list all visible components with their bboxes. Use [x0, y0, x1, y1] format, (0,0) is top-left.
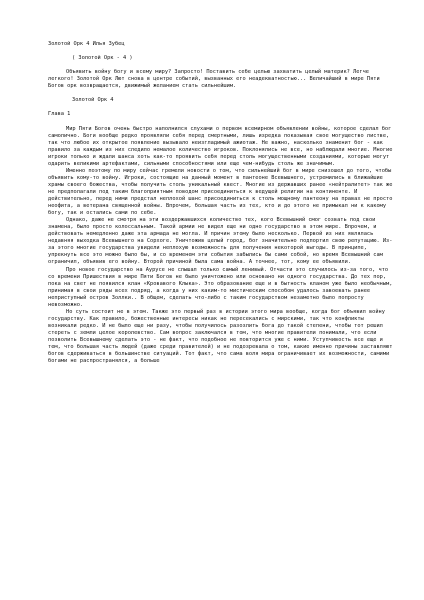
body-paragraph: Мир Пяти Богов очень быстро наполнился слухами о первом всемирном объявлении войны, которое сделал бог самолично. Боги вообще редко проявляли себя перед смертными, лишь изредка показывая свое могущество листве, так что любое их открытое появление вызывало неизгладимый ажиотаж. Не важно, насколько знаменит бог - как правило за каждым из них следило немалое количество игроков. Поклонялись не все, но наблюдали многие. Многие игроки только и ждали шанса хоть как-то проявить себя перед столь могущественными созданиями, которые могут одарить великими артефактами, сильными способностями или еще чем-нибудь столь же значимым. — [48, 125, 396, 167]
body-paragraph: Однако, даже не смотря на эти воздержавшихся количество тех, кого Всевышний смог созвать под свои знамена, было просто колоссальным. Такой армии не видел еще ни одно государство в этом мире. Впрочем, и действовать немедленно даже эта армада не могла. И причин этому было несколько. Первой из них являлась недавняя выходка Всевышнего на Сорхоге. Уничтожив целый город, бог значительно подпортил свою репутацию. Из-за этого многие государства увидели неплохую возможность для получения некоторой выгоды. В принципе, упрекнуть все это можно было бы, и со временем эти события забылись бы сами собой, но время Всевышний сам ограничил, объявив его войну. Второй причиной была сама война. А точнее, тот, кому ее объявили. — [48, 217, 393, 266]
header-title: Золотой Орк 4 Илья Зубец — [48, 41, 125, 47]
chapter-heading: Глава 1 — [48, 111, 71, 118]
annotation-paragraph: Объявить войну богу и всему миру? Запросто! Поставить себе целью захватить целый материк? Легче легкого! Золотой Орк Лют снова в центре событий, вызванных его неадекватностью... Величайший в мире Пяти Богов орк возвращается, движимый желанием стать сильнейшим. — [48, 69, 383, 90]
series-title: ( Золотой Орк - 4 ) — [72, 55, 133, 62]
book-title: Золотой Орк 4 — [72, 97, 114, 104]
body-paragraph: Про новое государство на Аурусе не слышал только самый ленивый. Отчасти это случилось из-за того, что со времени Пришествия в мире Пяти Богов не было уничтожено или основано ни одного государства. До тех пор, пока на свет не появился клан «Кровавого Клыка». Это образование еще и в бытность кланом уже было необычным, принимая в свои ряды всех подряд, а когда у них каким-то мистическим способом удалось завоевать ранее неприступный остров Золлки.. В общем, сделать что-либо с таким государством незаметно было попросту невозможно. — [48, 266, 396, 308]
body-paragraph: Именно поэтому по миру сейчас гремели новости о том, что сильнейший бог в мире снизошел до того, чтобы объявить кому-то войну. Игроки, состоящие на данный момент в пантеоне Всевышнего, устремились в ближайшие храмы своего божества, чтобы получить столь уникальный квест. Многие из державших ранее «нейтралитет» так же не предполагали под таким благоприятным поводом присоединиться к ведущей религии на континенте. И действительно, перед ними предстал неплохой шанс присоединиться к столь мощному пантеону на правах не просто неофита, а ветерана священной войны. Впрочем, большая часть из тех, кто и до этого не примыкал ни к какому богу, так и остались сами по себе. — [48, 167, 396, 217]
body-paragraph: Но суть состоит не в этом. Также это первый раз в истории этого мира вообще, когда бог объявил войну государству. Как правило, божественные интересы никак не пересекались с мирскими, так что конфликты возникали редко. И не было еще ни разу, чтобы получилось разозлить бога до такой степени, чтобы тот решил стереть с земли целое королевство. Сам вопрос заключался в том, что многие правители понимали, что если позволить Всевышнему сделать это - не факт, что подобное не повторится уже с ними. Уступчивость все еще и тем, что большая часть людей (даже среди правителей) и не подозревала о том, какие именно причины заставляют богов сдерживаться в большинстве ситуаций. Тот факт, что сама воля мира ограничивает их возможности, самими богами не распространялся, а больше — [48, 308, 396, 365]
